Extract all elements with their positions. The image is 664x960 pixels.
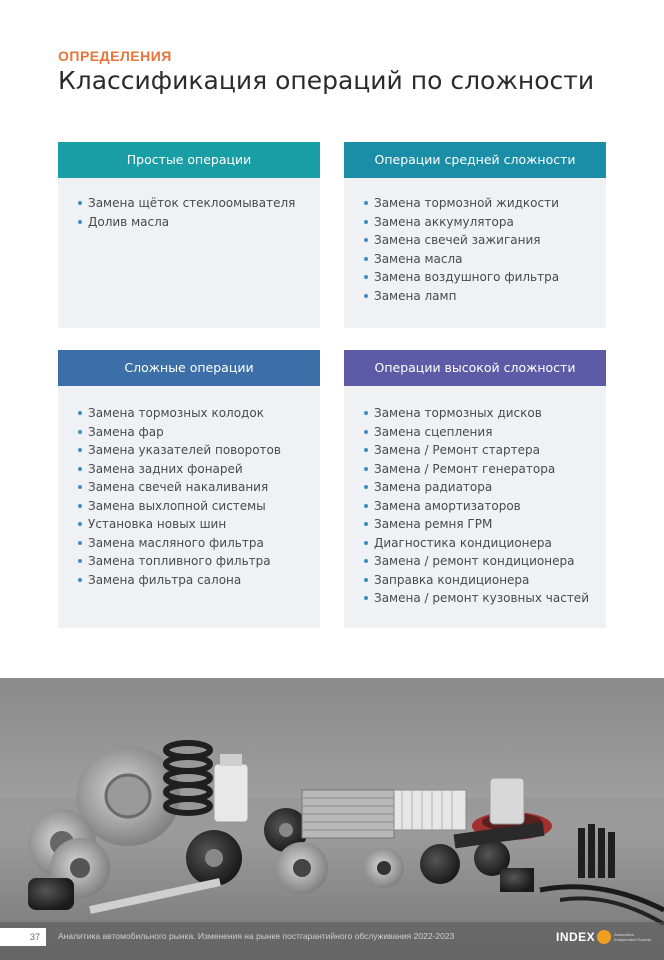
operation-item: Замена масла bbox=[374, 250, 606, 269]
card-header: Операции высокой сложности bbox=[344, 350, 606, 386]
logo-tagline: Automotive Independent Experts bbox=[614, 932, 652, 942]
operation-item: Замена тормозных колодок bbox=[88, 404, 320, 423]
operation-item: Замена / Ремонт генератора bbox=[374, 460, 606, 479]
operation-item: Заправка кондиционера bbox=[374, 571, 606, 590]
card-header: Простые операции bbox=[58, 142, 320, 178]
operation-item: Замена / Ремонт стартера bbox=[374, 441, 606, 460]
page-title: Классификация операций по сложности bbox=[58, 66, 595, 95]
auto-parts-photo bbox=[0, 678, 664, 960]
operation-item: Диагностика кондиционера bbox=[374, 534, 606, 553]
operation-item: Замена задних фонарей bbox=[88, 460, 320, 479]
logo-circle-icon bbox=[597, 930, 611, 944]
page-number: 37 bbox=[0, 928, 46, 946]
operation-item: Замена топливного фильтра bbox=[88, 552, 320, 571]
operation-item: Замена тормозных дисков bbox=[374, 404, 606, 423]
card-header: Операции средней сложности bbox=[344, 142, 606, 178]
index-logo bbox=[556, 928, 654, 946]
card-simple-operations bbox=[58, 142, 320, 328]
operation-item: Долив масла bbox=[88, 213, 320, 232]
operation-item: Замена ремня ГРМ bbox=[374, 515, 606, 534]
card-medium-operations bbox=[344, 142, 606, 328]
operation-item: Замена сцепления bbox=[374, 423, 606, 442]
footer-text: Аналитика автомобильного рынка. Изменения на рынке постгарантийного обслуживания 2022-2023 bbox=[58, 931, 455, 941]
operation-item: Замена тормозной жидкости bbox=[374, 194, 606, 213]
operation-item: Замена воздушного фильтра bbox=[374, 268, 606, 287]
operation-item: Замена аккумулятора bbox=[374, 213, 606, 232]
operation-item: Замена свечей зажигания bbox=[374, 231, 606, 250]
operation-item: Установка новых шин bbox=[88, 515, 320, 534]
page-footer bbox=[0, 922, 664, 950]
operation-item: Замена масляного фильтра bbox=[88, 534, 320, 553]
operations-list bbox=[344, 178, 606, 305]
operations-list bbox=[58, 386, 320, 589]
operation-item: Замена радиатора bbox=[374, 478, 606, 497]
card-header: Сложные операции bbox=[58, 350, 320, 386]
logo-word: INDEX bbox=[556, 930, 596, 944]
operation-item: Замена амортизаторов bbox=[374, 497, 606, 516]
operation-item: Замена ламп bbox=[374, 287, 606, 306]
card-high-complexity-operations bbox=[344, 350, 606, 628]
operation-item: Замена фар bbox=[88, 423, 320, 442]
operation-item: Замена фильтра салона bbox=[88, 571, 320, 590]
operation-item: Замена / ремонт кондиционера bbox=[374, 552, 606, 571]
operation-item: Замена выхлопной системы bbox=[88, 497, 320, 516]
operations-list bbox=[58, 178, 320, 231]
section-kicker: ОПРЕДЕЛЕНИЯ bbox=[58, 48, 172, 64]
operation-item: Замена щёток стеклоомывателя bbox=[88, 194, 320, 213]
operation-item: Замена свечей накаливания bbox=[88, 478, 320, 497]
card-complex-operations bbox=[58, 350, 320, 628]
operation-item: Замена / ремонт кузовных частей bbox=[374, 589, 606, 608]
operations-list bbox=[344, 386, 606, 608]
operation-item: Замена указателей поворотов bbox=[88, 441, 320, 460]
